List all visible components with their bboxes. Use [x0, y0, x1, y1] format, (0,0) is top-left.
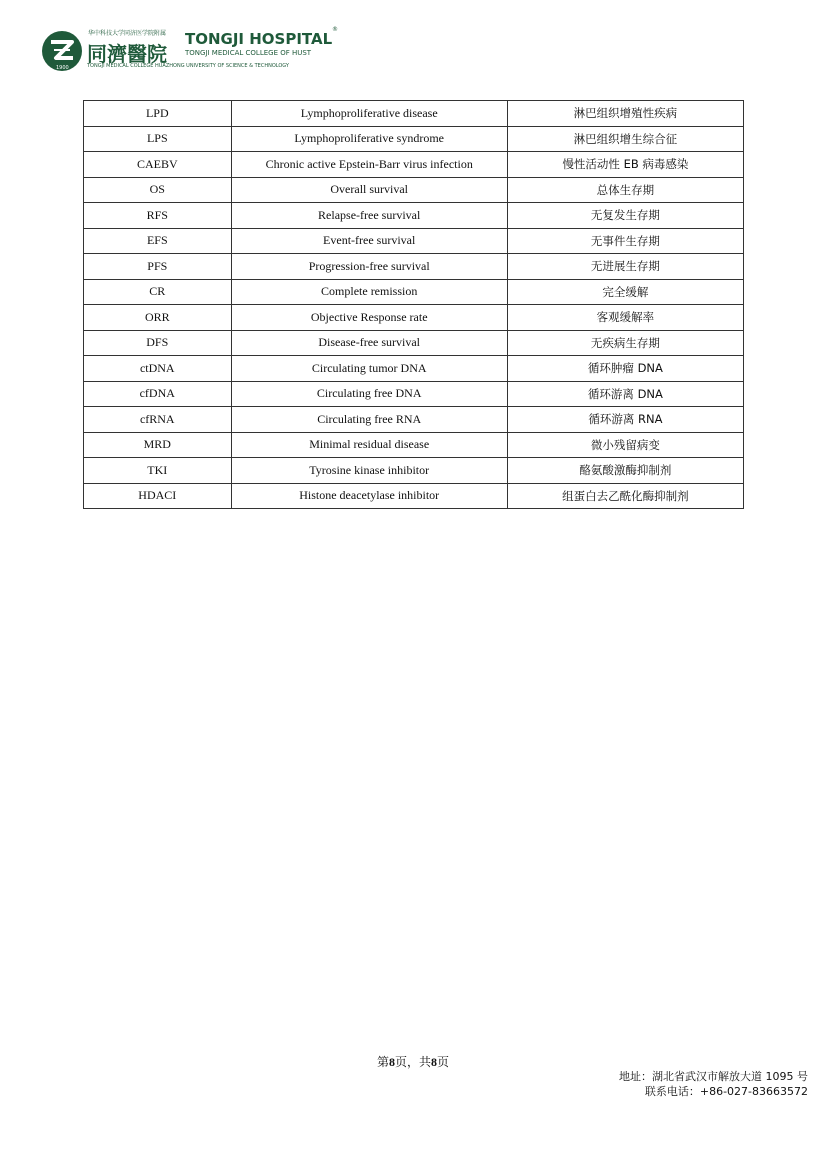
table-row	[84, 483, 744, 509]
english-term-cell: Circulating free RNA	[231, 407, 507, 433]
english-term-cell: Disease-free survival	[231, 330, 507, 356]
abbreviation-table	[83, 100, 744, 509]
chinese-term-cell: 微小残留病变	[507, 432, 743, 458]
abbreviation-cell: LPS	[84, 126, 232, 152]
abbreviation-cell: CR	[84, 279, 232, 305]
table-row	[84, 279, 744, 305]
table-row	[84, 381, 744, 407]
page-total: 8	[431, 1055, 437, 1069]
chinese-term-cell: 无复发生存期	[507, 203, 743, 229]
chinese-term-cell: 循环游离 RNA	[507, 407, 743, 433]
english-term-cell: Complete remission	[231, 279, 507, 305]
university-name-en: TONGJI MEDICAL COLLEGE HUAZHONG UNIVERSITY OF SCIENCE & TECHNOLOGY	[87, 63, 289, 69]
table-row	[84, 101, 744, 127]
contact-footer	[619, 1069, 808, 1099]
english-term-cell: Objective Response rate	[231, 305, 507, 331]
table-row	[84, 228, 744, 254]
hospital-logo-header	[42, 26, 362, 74]
college-name-en: TONGJI MEDICAL COLLEGE OF HUST	[185, 49, 312, 57]
hospital-name-cn: 同濟醫院	[87, 42, 167, 66]
table-row	[84, 254, 744, 280]
chinese-term-cell: 无事件生存期	[507, 228, 743, 254]
affiliation-cn: 华中科技大学同济医学院附属	[88, 30, 167, 37]
phone-line: 联系电话：+86-027-83663572	[644, 1085, 808, 1098]
english-term-cell: Relapse-free survival	[231, 203, 507, 229]
abbreviation-cell: EFS	[84, 228, 232, 254]
chinese-term-cell: 无进展生存期	[507, 254, 743, 280]
abbreviation-cell: ORR	[84, 305, 232, 331]
abbreviation-cell: LPD	[84, 101, 232, 127]
chinese-term-cell: 循环游离 DNA	[507, 381, 743, 407]
abbreviation-table-body	[84, 101, 744, 509]
english-term-cell: Lymphoproliferative disease	[231, 101, 507, 127]
english-term-cell: Overall survival	[231, 177, 507, 203]
hospital-emblem-icon	[42, 31, 82, 71]
english-term-cell: Event-free survival	[231, 228, 507, 254]
abbreviation-cell: cfRNA	[84, 407, 232, 433]
abbreviation-cell: RFS	[84, 203, 232, 229]
english-term-cell: Chronic active Epstein-Barr virus infection	[231, 152, 507, 178]
page-current: 8	[388, 1055, 395, 1069]
english-term-cell: Histone deacetylase inhibitor	[231, 483, 507, 509]
chinese-term-cell: 慢性活动性 EB 病毒感染	[507, 152, 743, 178]
chinese-term-cell: 总体生存期	[507, 177, 743, 203]
page-middle: 页，共	[394, 1055, 431, 1069]
abbreviation-cell: TKI	[84, 458, 232, 484]
table-row	[84, 152, 744, 178]
table-row	[84, 432, 744, 458]
table-row	[84, 356, 744, 382]
english-term-cell: Circulating free DNA	[231, 381, 507, 407]
abbreviation-cell: cfDNA	[84, 381, 232, 407]
chinese-term-cell: 组蛋白去乙酰化酶抑制剂	[507, 483, 743, 509]
table-row	[84, 305, 744, 331]
logo-year: 1900	[56, 65, 69, 71]
abbreviation-cell: MRD	[84, 432, 232, 458]
english-term-cell: Progression-free survival	[231, 254, 507, 280]
abbreviation-cell: ctDNA	[84, 356, 232, 382]
abbreviation-cell: PFS	[84, 254, 232, 280]
abbreviation-cell: HDACI	[84, 483, 232, 509]
table-row	[84, 126, 744, 152]
abbreviation-cell: DFS	[84, 330, 232, 356]
page-number	[0, 1053, 826, 1070]
chinese-term-cell: 循环肿瘤 DNA	[507, 356, 743, 382]
chinese-term-cell: 无疾病生存期	[507, 330, 743, 356]
page-prefix: 第	[376, 1055, 389, 1069]
hospital-name-en: TONGJI HOSPITAL	[185, 30, 333, 48]
table-row	[84, 407, 744, 433]
table-row	[84, 203, 744, 229]
chinese-term-cell: 酪氨酸激酶抑制剂	[507, 458, 743, 484]
chinese-term-cell: 淋巴组织增生综合征	[507, 126, 743, 152]
abbreviation-cell: OS	[84, 177, 232, 203]
table-row	[84, 177, 744, 203]
chinese-term-cell: 完全缓解	[507, 279, 743, 305]
page-suffix: 页	[437, 1055, 450, 1069]
registered-mark: ®	[332, 26, 338, 33]
english-term-cell: Tyrosine kinase inhibitor	[231, 458, 507, 484]
chinese-term-cell: 客观缓解率	[507, 305, 743, 331]
english-term-cell: Circulating tumor DNA	[231, 356, 507, 382]
table-row	[84, 330, 744, 356]
table-row	[84, 458, 744, 484]
address-line: 地址：湖北省武汉市解放大道 1095 号	[619, 1070, 808, 1083]
english-term-cell: Lymphoproliferative syndrome	[231, 126, 507, 152]
english-term-cell: Minimal residual disease	[231, 432, 507, 458]
abbreviation-cell: CAEBV	[84, 152, 232, 178]
chinese-term-cell: 淋巴组织增殖性疾病	[507, 101, 743, 127]
